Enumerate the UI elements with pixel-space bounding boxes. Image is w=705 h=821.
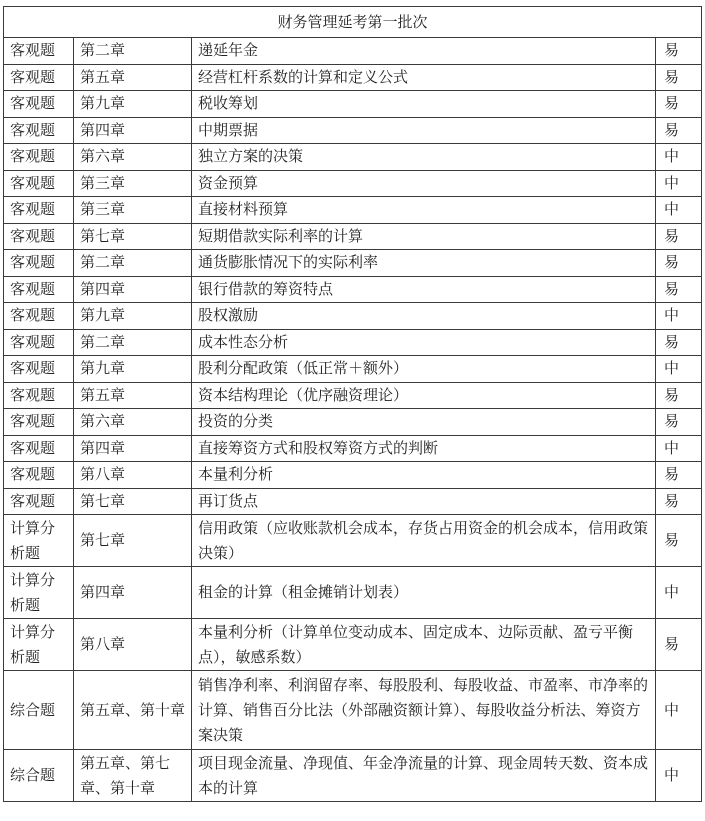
difficulty-cell: 易	[656, 250, 702, 277]
topic-cell: 股利分配政策（低正常＋额外）	[192, 356, 656, 383]
chapter-cell: 第八章	[74, 462, 192, 489]
table-row	[4, 223, 702, 250]
table-row	[4, 276, 702, 303]
table-row	[4, 303, 702, 330]
topic-cell: 通货膨胀情况下的实际利率	[192, 250, 656, 277]
chapter-cell: 第八章	[74, 619, 192, 671]
chapter-cell: 第五章	[74, 64, 192, 91]
difficulty-cell: 中	[656, 750, 702, 802]
topic-cell: 信用政策（应收账款机会成本，存货占用资金的机会成本，信用政策决策）	[192, 515, 656, 567]
question-type-cell: 综合题	[4, 671, 74, 750]
difficulty-cell: 易	[656, 329, 702, 356]
table-row	[4, 619, 702, 671]
exam-topics-table	[3, 6, 702, 802]
table-row	[4, 170, 702, 197]
table-row	[4, 409, 702, 436]
table-row	[4, 462, 702, 489]
table-row	[4, 671, 702, 750]
chapter-cell: 第二章	[74, 38, 192, 65]
table-row	[4, 515, 702, 567]
topic-cell: 中期票据	[192, 117, 656, 144]
question-type-cell: 客观题	[4, 223, 74, 250]
chapter-cell: 第五章	[74, 382, 192, 409]
chapter-cell: 第五章、第十章	[74, 671, 192, 750]
difficulty-cell: 易	[656, 117, 702, 144]
chapter-cell: 第四章	[74, 567, 192, 619]
topic-cell: 本量利分析	[192, 462, 656, 489]
question-type-cell: 客观题	[4, 91, 74, 118]
difficulty-cell: 易	[656, 38, 702, 65]
question-type-cell: 客观题	[4, 462, 74, 489]
topic-cell: 资金预算	[192, 170, 656, 197]
chapter-cell: 第二章	[74, 329, 192, 356]
table-row	[4, 197, 702, 224]
table-row	[4, 356, 702, 383]
chapter-cell: 第九章	[74, 356, 192, 383]
chapter-cell: 第四章	[74, 276, 192, 303]
difficulty-cell: 易	[656, 462, 702, 489]
difficulty-cell: 易	[656, 382, 702, 409]
difficulty-cell: 易	[656, 619, 702, 671]
question-type-cell: 客观题	[4, 197, 74, 224]
table-title: 财务管理延考第一批次	[4, 7, 702, 38]
topic-cell: 再订货点	[192, 488, 656, 515]
table-row	[4, 750, 702, 802]
topic-cell: 递延年金	[192, 38, 656, 65]
topic-cell: 投资的分类	[192, 409, 656, 436]
difficulty-cell: 中	[656, 170, 702, 197]
question-type-cell: 客观题	[4, 144, 74, 171]
difficulty-cell: 中	[656, 356, 702, 383]
question-type-cell: 计算分析题	[4, 619, 74, 671]
chapter-cell: 第六章	[74, 409, 192, 436]
table-row	[4, 435, 702, 462]
difficulty-cell: 易	[656, 223, 702, 250]
difficulty-cell: 易	[656, 276, 702, 303]
table-row	[4, 488, 702, 515]
chapter-cell: 第九章	[74, 91, 192, 118]
question-type-cell: 计算分析题	[4, 567, 74, 619]
chapter-cell: 第七章	[74, 488, 192, 515]
question-type-cell: 客观题	[4, 276, 74, 303]
difficulty-cell: 中	[656, 435, 702, 462]
question-type-cell: 客观题	[4, 64, 74, 91]
topic-cell: 本量利分析（计算单位变动成本、固定成本、边际贡献、盈亏平衡点），敏感系数）	[192, 619, 656, 671]
topic-cell: 股权激励	[192, 303, 656, 330]
topic-cell: 直接筹资方式和股权筹资方式的判断	[192, 435, 656, 462]
table-row	[4, 329, 702, 356]
chapter-cell: 第七章	[74, 515, 192, 567]
question-type-cell: 客观题	[4, 329, 74, 356]
table-row	[4, 117, 702, 144]
question-type-cell: 客观题	[4, 250, 74, 277]
question-type-cell: 综合题	[4, 750, 74, 802]
chapter-cell: 第四章	[74, 435, 192, 462]
topic-cell: 资本结构理论（优序融资理论）	[192, 382, 656, 409]
difficulty-cell: 易	[656, 515, 702, 567]
table-row	[4, 250, 702, 277]
difficulty-cell: 中	[656, 567, 702, 619]
table-row	[4, 38, 702, 65]
topic-cell: 成本性态分析	[192, 329, 656, 356]
difficulty-cell: 中	[656, 671, 702, 750]
question-type-cell: 客观题	[4, 435, 74, 462]
chapter-cell: 第三章	[74, 197, 192, 224]
question-type-cell: 客观题	[4, 170, 74, 197]
chapter-cell: 第七章	[74, 223, 192, 250]
table-row	[4, 91, 702, 118]
difficulty-cell: 中	[656, 303, 702, 330]
question-type-cell: 客观题	[4, 409, 74, 436]
question-type-cell: 客观题	[4, 117, 74, 144]
topic-cell: 租金的计算（租金摊销计划表）	[192, 567, 656, 619]
question-type-cell: 客观题	[4, 303, 74, 330]
question-type-cell: 客观题	[4, 382, 74, 409]
table-row	[4, 382, 702, 409]
question-type-cell: 计算分析题	[4, 515, 74, 567]
topic-cell: 税收筹划	[192, 91, 656, 118]
chapter-cell: 第六章	[74, 144, 192, 171]
question-type-cell: 客观题	[4, 38, 74, 65]
topic-cell: 销售净利率、利润留存率、每股股利、每股收益、市盈率、市净率的计算、销售百分比法（外部融资额计算）、每股收益分析法、筹资方案决策	[192, 671, 656, 750]
question-type-cell: 客观题	[4, 356, 74, 383]
difficulty-cell: 易	[656, 64, 702, 91]
topic-cell: 项目现金流量、净现值、年金净流量的计算、现金周转天数、资本成本的计算	[192, 750, 656, 802]
topic-cell: 直接材料预算	[192, 197, 656, 224]
table-row	[4, 64, 702, 91]
difficulty-cell: 易	[656, 91, 702, 118]
difficulty-cell: 易	[656, 488, 702, 515]
table-row	[4, 567, 702, 619]
table-row	[4, 144, 702, 171]
topic-cell: 银行借款的筹资特点	[192, 276, 656, 303]
chapter-cell: 第三章	[74, 170, 192, 197]
chapter-cell: 第二章	[74, 250, 192, 277]
topic-cell: 经营杠杆系数的计算和定义公式	[192, 64, 656, 91]
chapter-cell: 第四章	[74, 117, 192, 144]
difficulty-cell: 中	[656, 197, 702, 224]
difficulty-cell: 中	[656, 144, 702, 171]
topic-cell: 短期借款实际利率的计算	[192, 223, 656, 250]
table-title-row	[4, 7, 702, 38]
difficulty-cell: 易	[656, 409, 702, 436]
question-type-cell: 客观题	[4, 488, 74, 515]
topic-cell: 独立方案的决策	[192, 144, 656, 171]
chapter-cell: 第九章	[74, 303, 192, 330]
chapter-cell: 第五章、第七章、第十章	[74, 750, 192, 802]
